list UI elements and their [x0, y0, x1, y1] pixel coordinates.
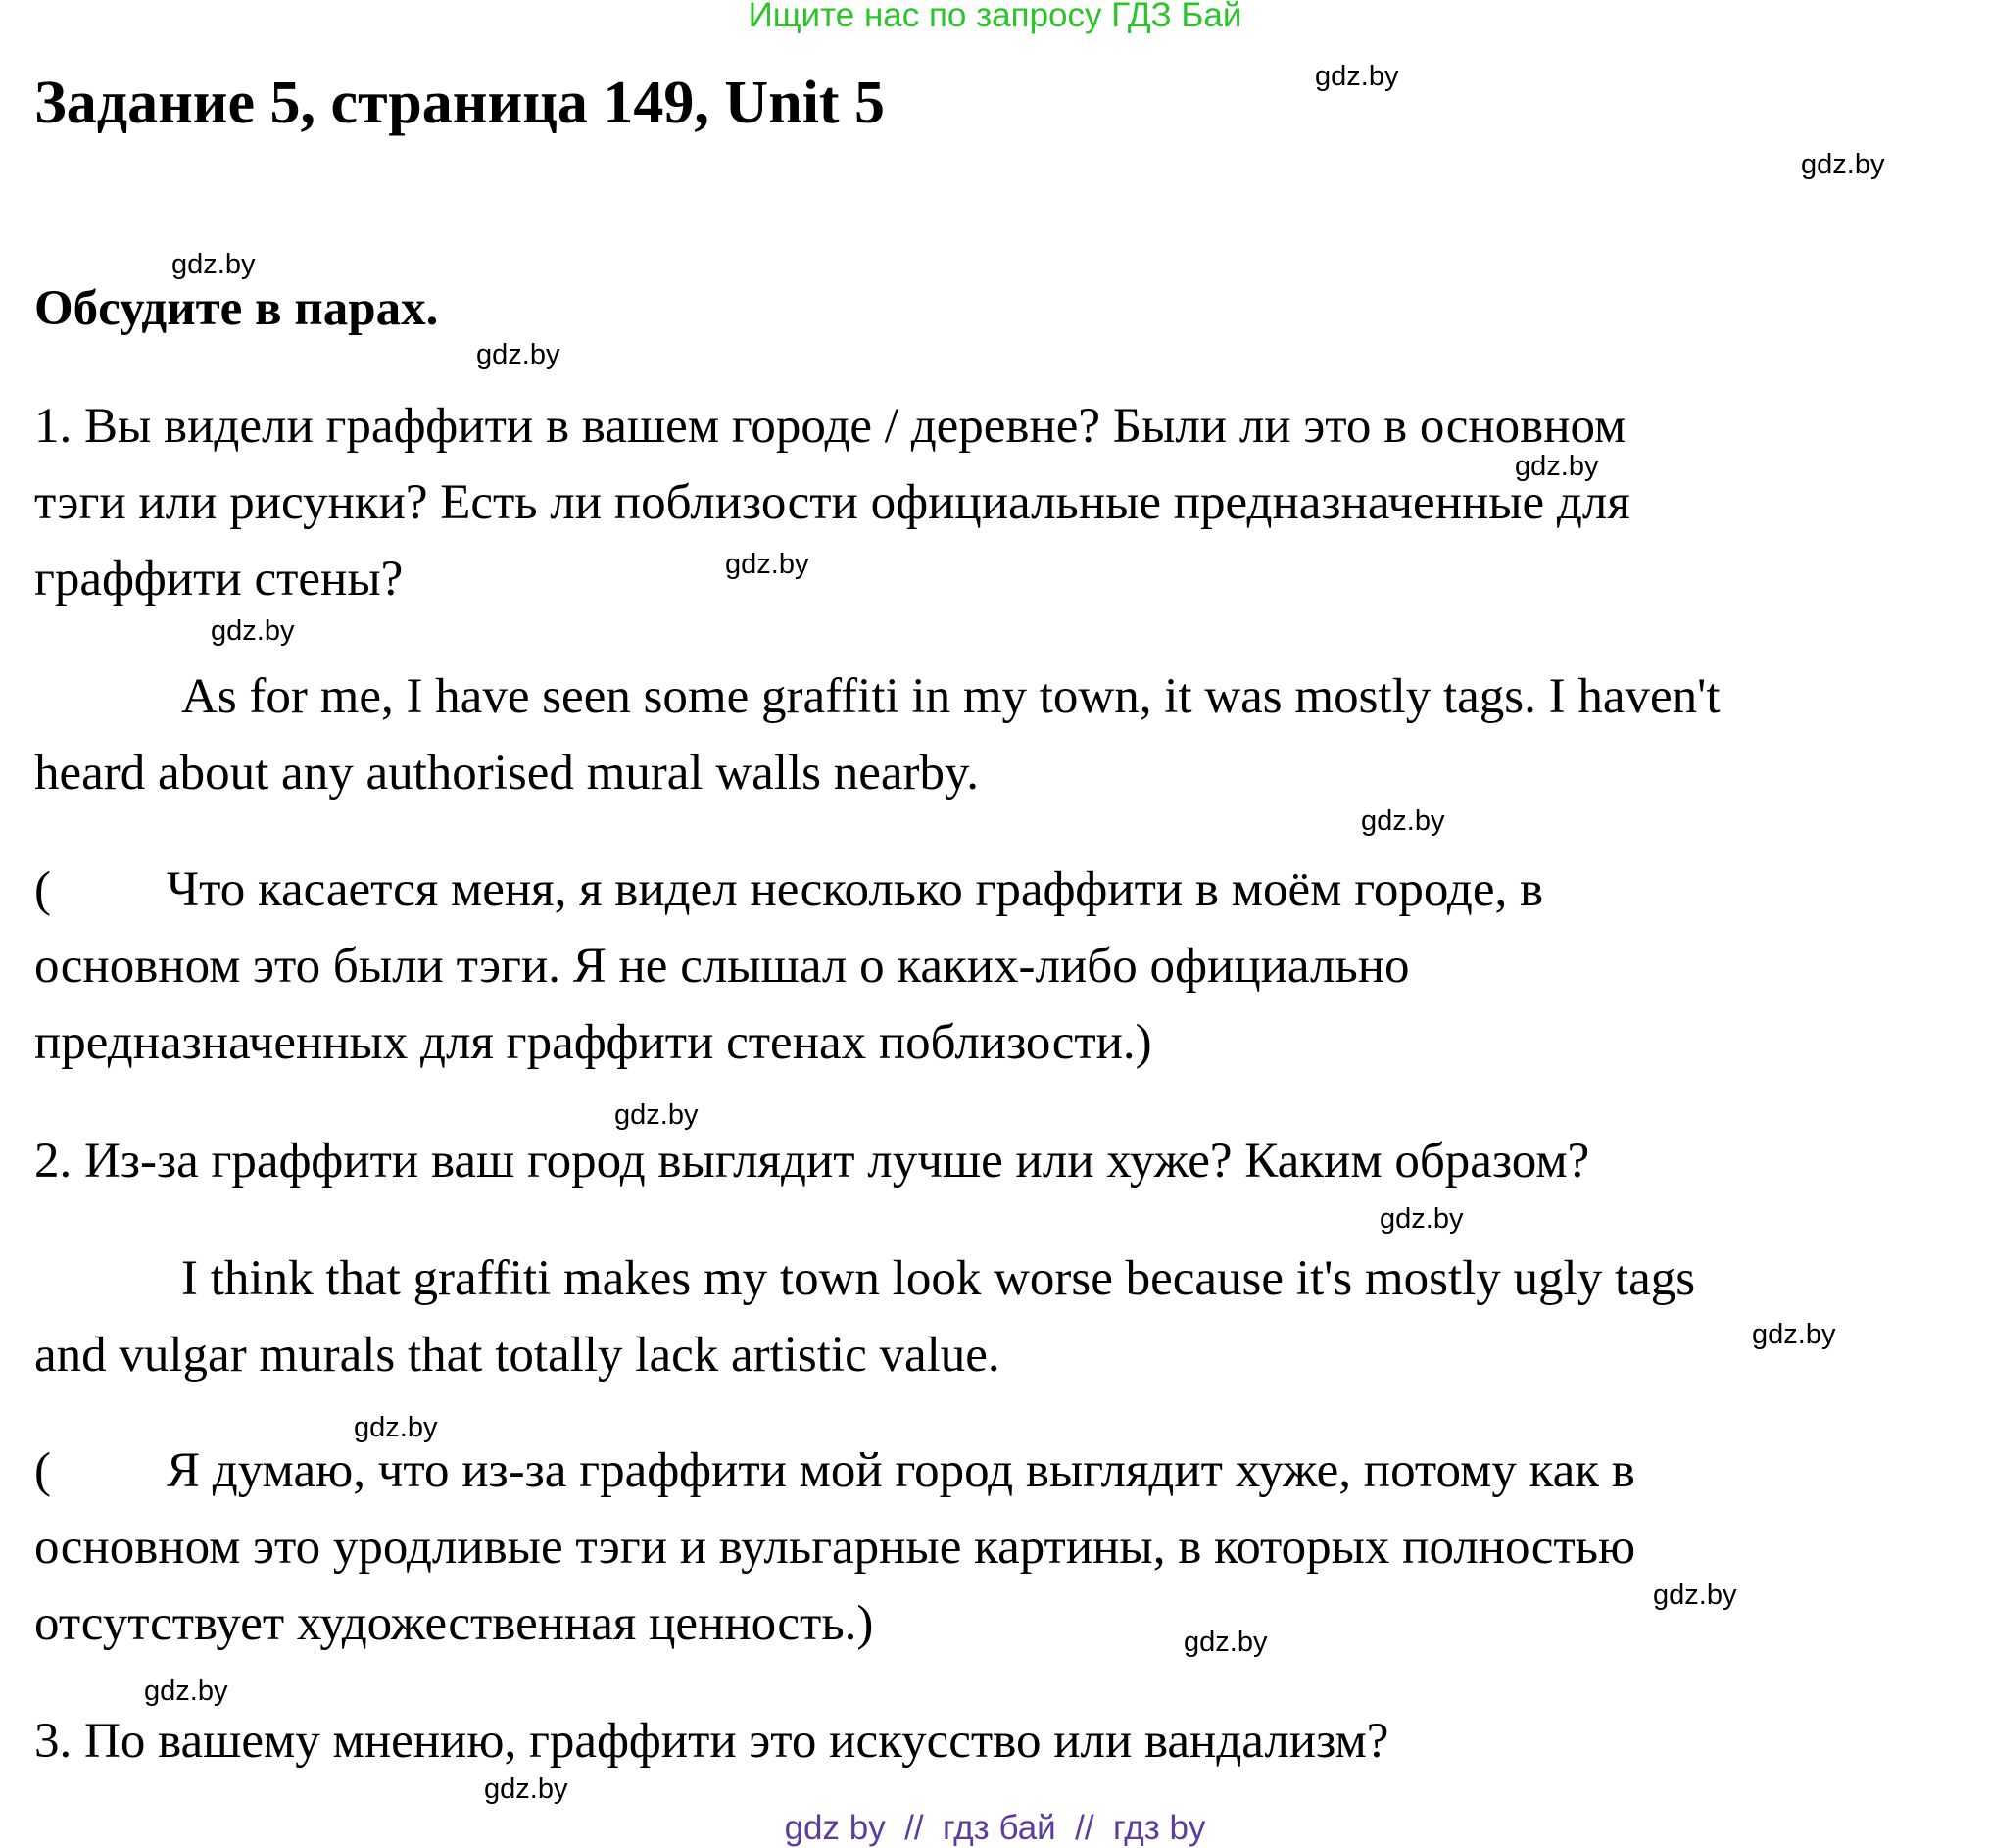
translation-2-line-2: основном это уродливые тэги и вульгарные картины, в которых полностью: [34, 1520, 1636, 1575]
translation-1-line-1: [34, 862, 1544, 917]
watermark: gdz.by: [211, 615, 295, 647]
question-3-line-1: 3. По вашему мнению, граффити это искусство или вандализм?: [34, 1714, 1389, 1769]
watermark: gdz.by: [1653, 1580, 1737, 1611]
translation-2-line-3: отсутствует художественная ценность.): [34, 1596, 874, 1651]
translation-1-line-2: основном это были тэги. Я не слышал о каких-либо официально: [34, 939, 1410, 994]
footer-links: gdz by // гдз бай // гдз by: [784, 1809, 1206, 1847]
watermark: gdz.by: [725, 549, 809, 580]
watermark: gdz.by: [1515, 451, 1599, 482]
watermark: gdz.by: [171, 249, 256, 280]
open-paren: (: [34, 1443, 51, 1498]
top-banner: Ищите нас по запросу ГДЗ Бай: [748, 0, 1242, 34]
watermark: gdz.by: [484, 1774, 568, 1805]
watermark: gdz.by: [1801, 149, 1885, 180]
question-1-line-2: тэги или рисунки? Есть ли поблизости официальные предназначенные для: [34, 475, 1630, 530]
answer-1-text: As for me, I have seen some graffiti in my town, it was mostly tags. I haven't: [181, 669, 1721, 724]
answer-1-line-1: [34, 669, 1721, 724]
open-paren: (: [34, 862, 51, 917]
answer-2-line-2: and vulgar murals that totally lack artistic value.: [34, 1328, 1000, 1383]
watermark: gdz.by: [614, 1099, 699, 1131]
question-1-line-3: граффити стены?: [34, 552, 404, 607]
watermark: gdz.by: [1184, 1627, 1268, 1658]
watermark: gdz.by: [1315, 61, 1399, 92]
translation-2-line-1: [34, 1443, 1635, 1498]
watermark: gdz.by: [354, 1412, 438, 1443]
question-1-line-1: 1. Вы видели граффити в вашем городе / деревне? Были ли это в основном: [34, 399, 1626, 454]
translation-1-text: Что касается меня, я видел несколько граффити в моём городе, в: [167, 862, 1544, 917]
answer-2-text: I think that graffiti makes my town look worse because it's mostly ugly tags: [181, 1251, 1696, 1306]
translation-1-line-3: предназначенных для граффити стенах поблизости.): [34, 1015, 1152, 1070]
answer-2-line-1: [34, 1251, 1696, 1306]
page-title: Задание 5, страница 149, Unit 5: [34, 70, 886, 136]
watermark: gdz.by: [1361, 805, 1445, 837]
watermark: gdz.by: [1380, 1203, 1464, 1235]
watermark: gdz.by: [1752, 1319, 1836, 1350]
watermark: gdz.by: [144, 1676, 228, 1707]
question-2-line-1: 2. Из-за граффити ваш город выглядит лучше или хуже? Каким образом?: [34, 1134, 1590, 1189]
watermark: gdz.by: [476, 339, 560, 370]
translation-2-text: Я думаю, что из-за граффити мой город выглядит хуже, потому как в: [167, 1443, 1635, 1498]
task-instruction: Обсудите в парах.: [34, 281, 439, 336]
answer-1-line-2: heard about any authorised mural walls nearby.: [34, 746, 979, 801]
